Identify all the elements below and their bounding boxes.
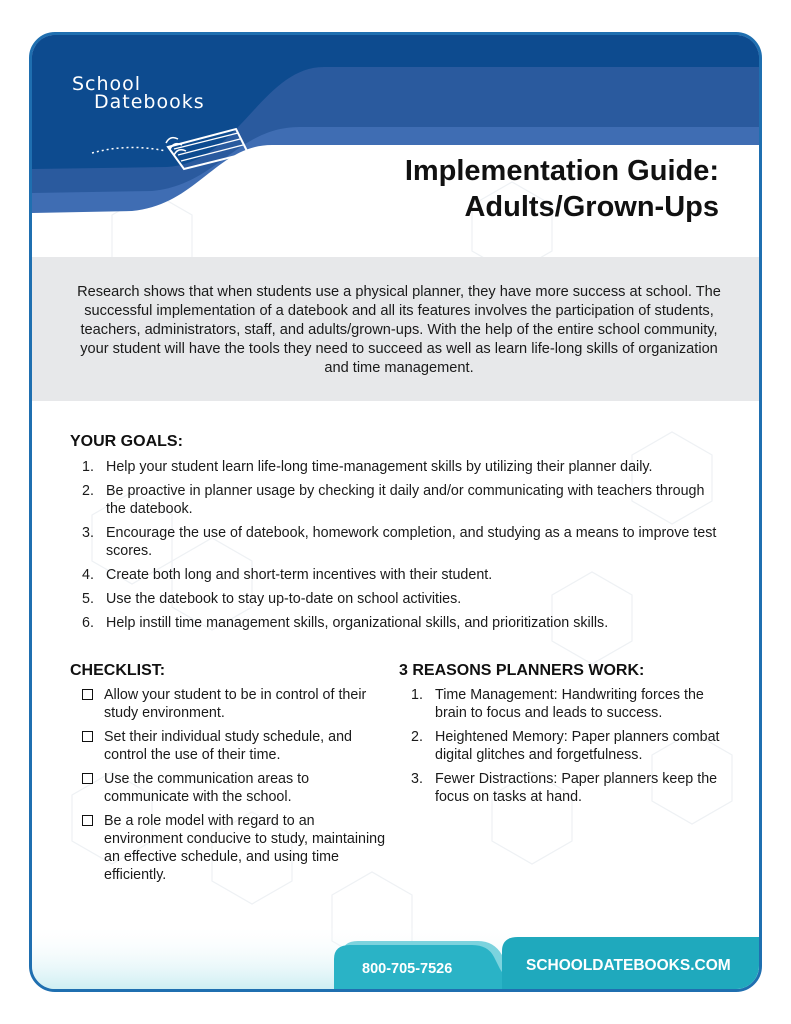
- checklist-text: Allow your student to be in control of their study environment.: [104, 687, 367, 721]
- checkbox-icon[interactable]: [82, 731, 93, 742]
- goals-heading: YOUR GOALS:: [70, 433, 183, 450]
- reasons-heading: 3 REASONS PLANNERS WORK:: [399, 662, 645, 679]
- page-title: [405, 153, 719, 225]
- goal-text: Help instill time management skills, organizational skills, and prioritization skills.: [106, 615, 609, 631]
- school-datebooks-logo: [68, 69, 268, 179]
- title-line2: Adults/Grown-Ups: [464, 191, 719, 223]
- checklist-text: Set their individual study schedule, and control the use of their time.: [104, 729, 352, 763]
- goal-item: [70, 458, 720, 476]
- goal-number: 6.: [82, 615, 94, 631]
- checklist-item: [80, 812, 390, 884]
- reason-number: 1.: [411, 687, 423, 703]
- checklist-item: [80, 770, 390, 806]
- checkbox-icon[interactable]: [82, 815, 93, 826]
- reason-text: Time Management: Handwriting forces the brain to focus and leads to success.: [435, 687, 704, 721]
- goal-item: [70, 566, 720, 584]
- goal-number: 1.: [82, 459, 94, 475]
- page-frame: [29, 32, 762, 992]
- goal-item: [70, 614, 720, 632]
- checklist-item: [80, 728, 390, 764]
- footer-website-link[interactable]: SCHOOLDATEBOOKS.COM: [526, 957, 731, 974]
- goal-number: 2.: [82, 483, 94, 499]
- goal-text: Help your student learn life-long time-management skills by utilizing their planner daily.: [106, 459, 653, 475]
- reason-item: [399, 728, 729, 764]
- logo-text-line2: Datebooks: [94, 91, 205, 113]
- reason-text: Heightened Memory: Paper planners combat digital glitches and forgetfulness.: [435, 729, 720, 763]
- goal-item: [70, 590, 720, 608]
- goal-number: 4.: [82, 567, 94, 583]
- checklist-text: Use the communication areas to communicate with the school.: [104, 771, 310, 805]
- logo-text-line1: School: [72, 73, 142, 95]
- checklist-text: Be a role model with regard to an environment conducive to study, maintaining an effective schedule, and using time efficiently.: [104, 813, 386, 883]
- goal-item: [70, 482, 720, 518]
- checklist-heading: CHECKLIST:: [70, 662, 166, 679]
- title-line1: Implementation Guide:: [404, 155, 719, 187]
- intro-paragraph: Research shows that when students use a physical planner, they have more success at school. The successful implementation of a datebook and all its features involves the participation of students, teachers, administrators, staff, and adults/grown-ups. With the help of the entire school community, your student will have the tools they need to succeed as well as learn life-long skills of organization and time management.: [77, 284, 721, 376]
- goal-number: 5.: [82, 591, 94, 607]
- reason-item: [399, 770, 729, 806]
- goals-list: [70, 458, 720, 638]
- goal-text: Create both long and short-term incentives with their student.: [106, 567, 493, 583]
- checklist: [80, 686, 390, 890]
- reasons-list: [399, 686, 729, 812]
- footer-phone-number[interactable]: 800-705-7526: [362, 961, 453, 977]
- checklist-item: [80, 686, 390, 722]
- goal-text: Be proactive in planner usage by checking it daily and/or communicating with teachers through the datebook.: [106, 483, 705, 517]
- goal-text: Use the datebook to stay up-to-date on school activities.: [106, 591, 462, 607]
- reason-text: Fewer Distractions: Paper planners keep the focus on tasks at hand.: [435, 771, 718, 805]
- reason-number: 3.: [411, 771, 423, 787]
- reason-item: [399, 686, 729, 722]
- goal-number: 3.: [82, 525, 94, 541]
- goal-item: [70, 524, 720, 560]
- checkbox-icon[interactable]: [82, 689, 93, 700]
- reason-number: 2.: [411, 729, 423, 745]
- checkbox-icon[interactable]: [82, 773, 93, 784]
- open-book-icon: [88, 113, 258, 173]
- goal-text: Encourage the use of datebook, homework completion, and studying as a means to improve test scores.: [106, 525, 717, 559]
